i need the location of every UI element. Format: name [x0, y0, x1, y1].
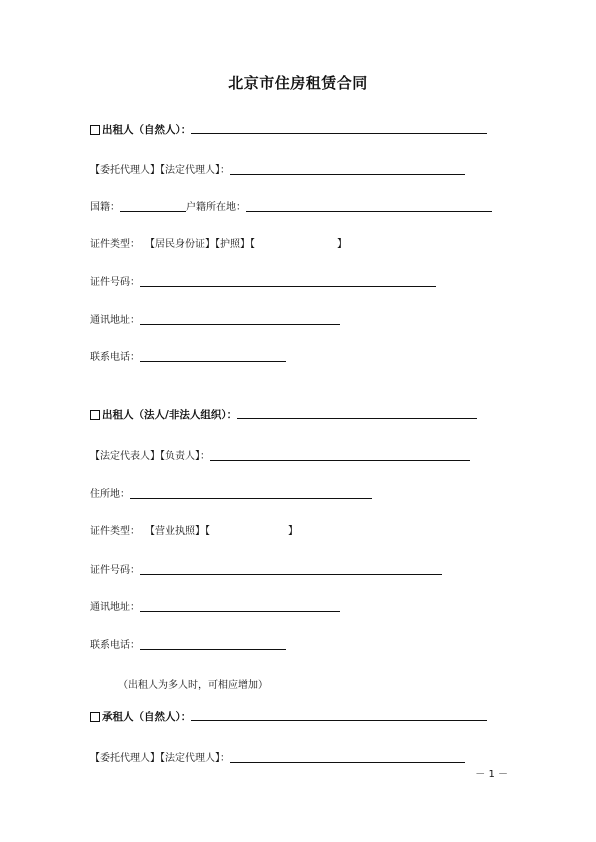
- legal-id-no-row: [90, 561, 442, 577]
- id-type-close: 】: [337, 239, 347, 250]
- legal-address-field[interactable]: [140, 611, 340, 612]
- lessor-phone-row: [90, 348, 286, 364]
- legal-id-no-label: 证件号码：: [90, 565, 140, 576]
- nationality-label: 国籍：: [90, 202, 120, 213]
- legal-phone-field[interactable]: [140, 649, 286, 650]
- lessee-natural-name-field[interactable]: [191, 720, 487, 721]
- lessor-agent-row: [90, 161, 465, 177]
- lessor-agent-field[interactable]: [230, 174, 465, 175]
- legal-id-type-options[interactable]: 【营业执照】【: [145, 526, 210, 537]
- lessor-id-type-row: [90, 235, 347, 251]
- legal-id-no-field[interactable]: [140, 574, 442, 575]
- lessor-id-no-row: [90, 273, 436, 289]
- domicile-label: 住所地：: [90, 489, 130, 500]
- lessor-legal-checkbox[interactable]: [90, 410, 100, 420]
- lessee-agent-field[interactable]: [230, 762, 465, 763]
- id-no-label: 证件号码：: [90, 277, 140, 288]
- lessor-nationality-row: [90, 198, 492, 214]
- legal-domicile-row: [90, 485, 372, 501]
- legal-phone-label: 联系电话：: [90, 640, 140, 651]
- phone-field[interactable]: [140, 361, 286, 362]
- lessee-natural-label: 承租人（自然人）：: [102, 711, 192, 723]
- domicile-field[interactable]: [130, 498, 372, 499]
- address-field[interactable]: [140, 324, 340, 325]
- lessee-natural-row: [90, 707, 487, 723]
- legal-id-type-row: [90, 522, 298, 538]
- legal-id-type-close: 】: [288, 526, 298, 537]
- page-number: － 1 －: [475, 769, 508, 780]
- lessor-agent-label: 【委托代理人】【法定代理人】：: [90, 165, 230, 176]
- lessor-natural-name-field[interactable]: [191, 133, 487, 134]
- lessee-agent-label: 【委托代理人】【法定代理人】：: [90, 753, 230, 764]
- lessor-legal-label: 出租人（法人/非法人组织）：: [102, 409, 238, 421]
- legal-id-type-label: 证件类型：: [90, 526, 140, 537]
- contract-title: 北京市住房租赁合同: [228, 74, 368, 92]
- lessee-agent-row: [90, 749, 465, 765]
- lessor-natural-row: [90, 120, 487, 136]
- household-label: 户籍所在地：: [186, 202, 246, 213]
- address-label: 通讯地址：: [90, 315, 140, 326]
- lessor-natural-checkbox[interactable]: [90, 125, 100, 135]
- id-type-label: 证件类型：: [90, 239, 140, 250]
- legal-rep-row: [90, 447, 470, 463]
- lessor-legal-name-field[interactable]: [237, 418, 477, 419]
- household-field[interactable]: [246, 211, 492, 212]
- lessor-natural-label: 出租人（自然人）：: [102, 124, 192, 136]
- lessor-address-row: [90, 311, 340, 327]
- lessor-legal-row: [90, 405, 477, 421]
- legal-address-label: 通讯地址：: [90, 602, 140, 613]
- legal-rep-field[interactable]: [210, 460, 470, 461]
- phone-label: 联系电话：: [90, 352, 140, 363]
- legal-rep-label: 【法定代表人】【负责人】：: [90, 451, 210, 462]
- lessee-natural-checkbox[interactable]: [90, 712, 100, 722]
- legal-phone-row: [90, 636, 286, 652]
- id-no-field[interactable]: [140, 286, 436, 287]
- nationality-field[interactable]: [120, 211, 186, 212]
- id-type-options[interactable]: 【居民身份证】【护照】【: [145, 239, 255, 250]
- multiple-lessor-note: （出租人为多人时，可相应增加）: [118, 680, 268, 691]
- legal-address-row: [90, 598, 340, 614]
